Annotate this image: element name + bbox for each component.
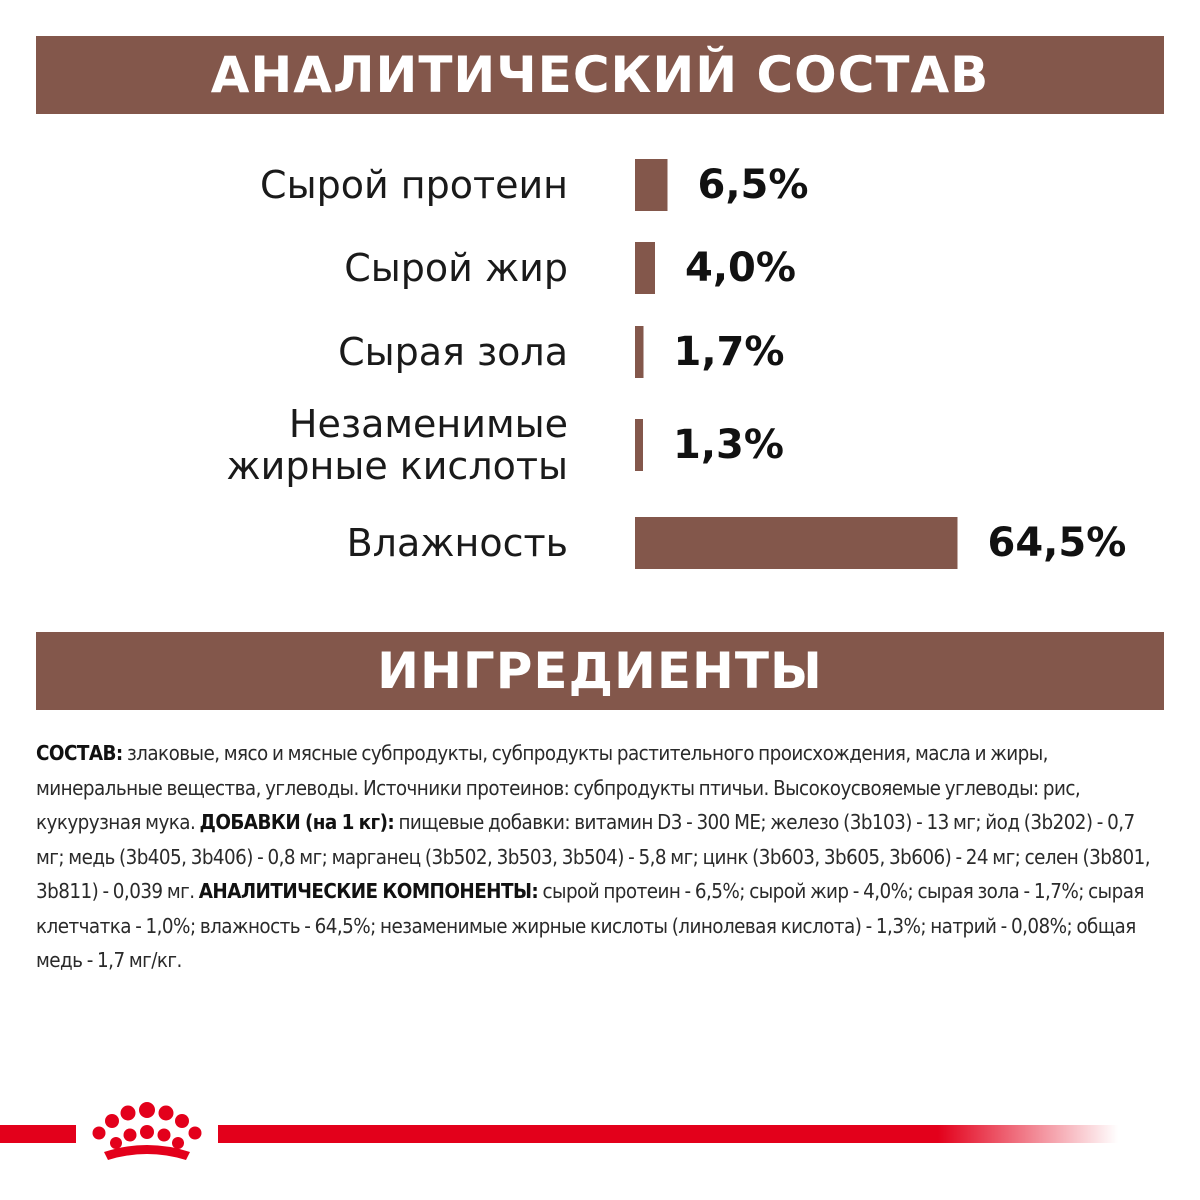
bar [635,242,655,294]
bar [635,159,668,211]
ingredients-text [36,736,1164,978]
value-label: 6,5% [697,162,809,208]
crown-icon [93,1102,202,1160]
category-label-line: жирные кислоты [226,444,568,488]
value-label: 1,3% [673,422,784,468]
value-label: 64,5% [987,520,1127,566]
ingredients-section-header [36,632,1164,710]
brand-footer [0,1090,1200,1180]
category-label-line: Влажность [346,521,568,565]
category-label-line: Сырая зола [338,330,568,374]
analysis-title: АНАЛИТИЧЕСКИЙ СОСТАВ [210,46,990,104]
composition-text: злаковые, мясо и мясные субпродукты, субпродукты растительного происхождения, масла и жиры, минеральные вещества, углеводы. Источники протеинов: субпродукты птичьи. Высокоусвояемые углеводы: рис, кукурузная мука. [36,741,1081,834]
analysis-section-header [36,36,1164,114]
composition-label: СОСТАВ: [36,741,123,765]
additives-label: ДОБАВКИ (на 1 кг): [199,810,395,834]
category-label [347,521,568,565]
bar [635,517,958,569]
category-label-line: Сырой протеин [260,163,568,207]
category-label [226,402,568,488]
brand-footer-graphic [0,1090,1200,1180]
nutrient-bar-chart [0,130,1200,600]
category-label-line: Незаменимые [288,402,568,446]
category-label [338,330,568,374]
bar [635,326,644,378]
analytics-text: сырой протеин - 6,5%; сырой жир - 4,0%; сырая зола - 1,7%; сырая клетчатка - 1,0%; влажность - 64,5%; незаменимые жирные кислоты (линолевая кислота) - 1,3%; натрий - 0,08%; общая медь - 1,7 мг/кг. [36,879,1144,972]
value-label: 4,0% [685,245,796,291]
additives-text: пищевые добавки: витамин D3 - 300 МЕ; железо (3b103) - 13 мг; йод (3b202) - 0,7 мг; медь (3b405, 3b406) - 0,8 мг; марганец (3b502, 3b503, 3b504) - 5,8 мг; цинк (3b603, 3b605, 3b606) - 24 мг; селен (3b801, 3b811) - 0,039 мг. [36,810,1150,903]
analytics-label: АНАЛИТИЧЕСКИЕ КОМПОНЕНТЫ: [198,879,539,903]
value-label: 1,7% [673,329,785,375]
footer-line-right [218,1125,1118,1143]
ingredients-title: ИНГРЕДИЕНТЫ [377,642,823,700]
bar [635,419,643,471]
category-label-line: Сырой жир [344,246,568,290]
footer-line-left [0,1125,76,1143]
category-label [344,246,568,290]
category-label [260,163,568,207]
